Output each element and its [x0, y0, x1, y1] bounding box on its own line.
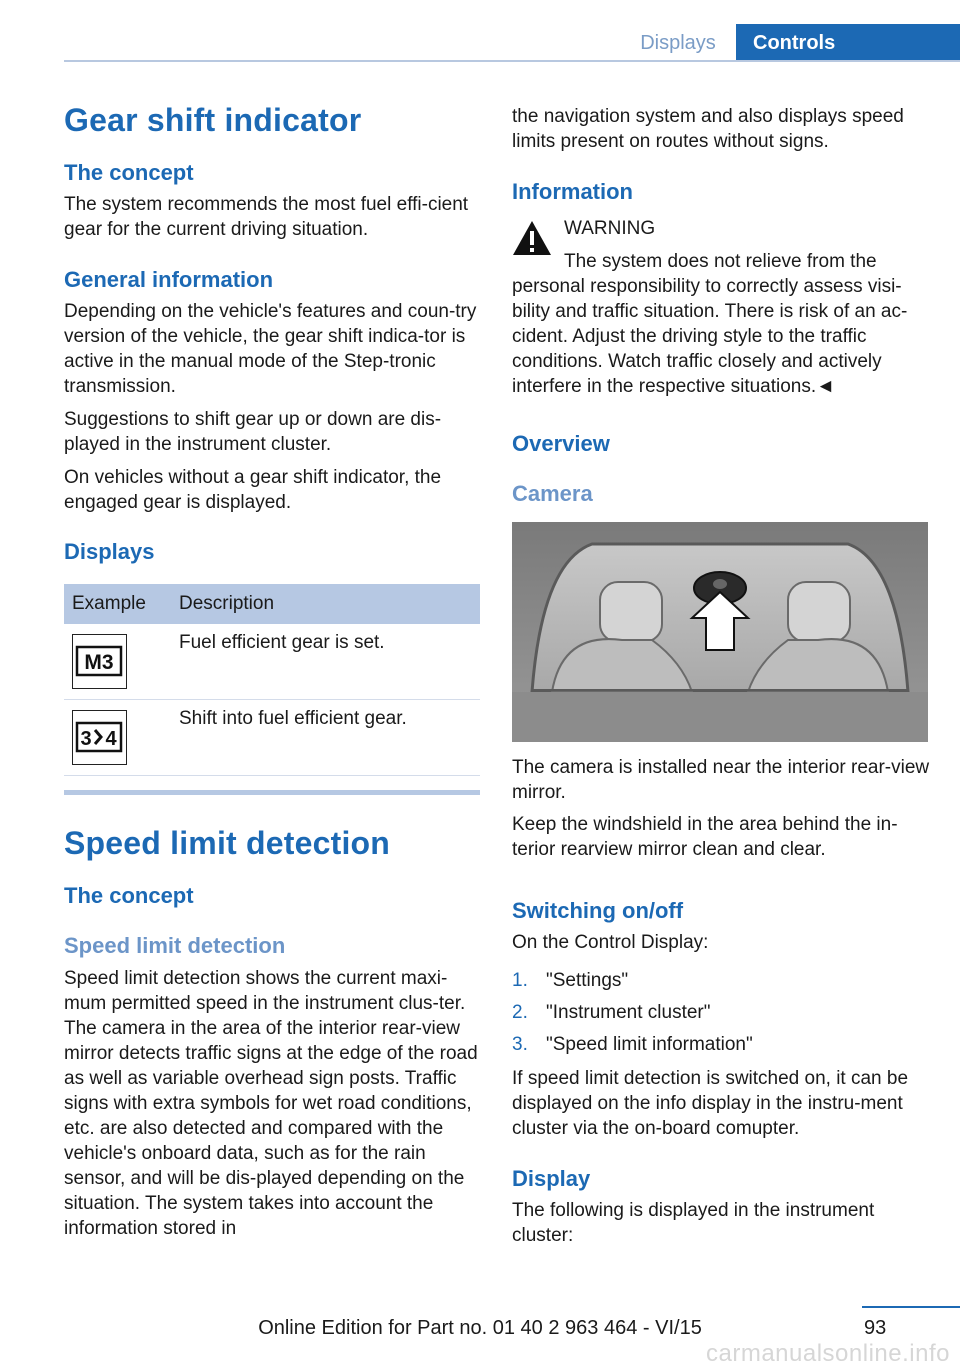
m3-gear-icon — [72, 634, 127, 689]
speed-limit-text: Speed limit detection shows the current maxi-mum permitted speed in the instrument clus-ter. The camera in the area of the interior rear-view mirror detects traffic signs at the edge of the road as well as variable overhead sign posts. Traffic signs with extra symbols for wet road conditions, etc. are also detected and compared with the vehicle's onboard data, such as for the rain sensor, and will be dis-played depending on the situation. The system takes into account the information stored in — [64, 968, 478, 1239]
svg-text:3: 3 — [80, 728, 92, 750]
heading-displays: Displays — [64, 539, 155, 564]
row-description: Shift into fuel efficient gear. — [179, 708, 407, 729]
general-paragraph-1: Depending on the vehicle's features and coun-try version of the vehicle, the gear shift indica-tor is active in the manual mode of the Step-tronic transmission. — [64, 301, 477, 397]
step-text: "Settings" — [546, 970, 629, 991]
list-item — [512, 965, 930, 997]
table-row — [64, 700, 480, 776]
table-row — [64, 624, 480, 700]
footer-rule — [862, 1306, 960, 1308]
column-header-example: Example — [72, 593, 146, 614]
tab-controls[interactable]: Controls — [736, 24, 960, 62]
list-item — [512, 997, 930, 1029]
page-number: 93 — [864, 1317, 887, 1339]
steps-list — [512, 965, 930, 1061]
heading-general-information: General information — [64, 267, 274, 292]
step-number: 1. — [512, 970, 528, 991]
heading-information: Information — [512, 179, 633, 204]
heading-speed-concept: The concept — [64, 883, 194, 908]
heading-camera: Camera — [512, 481, 593, 506]
general-paragraph-3: On vehicles without a gear shift indicator, the engaged gear is displayed. — [64, 467, 442, 513]
header-rule — [64, 60, 960, 62]
watermark: carmanualsonline.info — [706, 1340, 950, 1362]
step-text: "Instrument cluster" — [546, 1002, 711, 1023]
switch-after-text: If speed limit detection is switched on, it can be displayed on the info display in the instru-ment cluster via the on-board comupter. — [512, 1068, 909, 1139]
step-number: 2. — [512, 1002, 528, 1023]
step-number: 3. — [512, 1034, 528, 1055]
warning-text: The system does not relieve from the personal responsibility to correctly assess visi-bility and traffic situation. There is risk of an ac-cident. Adjust the driving style to the traffic conditions. Watch traffic closely and actively interfere in the respective situations.◄ — [512, 251, 908, 397]
section-title-gear-shift: Gear shift indicator — [64, 102, 362, 138]
subheading-speed-limit-detection: Speed limit detection — [64, 933, 286, 958]
column-header-description: Description — [179, 593, 275, 614]
heading-switching-on-off: Switching on/off — [512, 898, 684, 923]
svg-text:M3: M3 — [84, 651, 114, 674]
step-text: "Speed limit information" — [546, 1034, 753, 1055]
camera-paragraph-2: Keep the windshield in the area behind the in-terior rearview mirror clean and clear. — [512, 814, 898, 860]
row-description: Fuel efficient gear is set. — [179, 632, 385, 653]
list-item — [512, 1029, 930, 1061]
svg-text:4: 4 — [105, 728, 117, 750]
tab-displays[interactable]: Displays — [640, 31, 716, 54]
table-bottom-rule — [64, 790, 480, 795]
camera-location-illustration — [512, 522, 928, 742]
edition-footer: Online Edition for Part no. 01 40 2 963 464 - VI/15 — [258, 1317, 702, 1339]
concept-text: The system recommends the most fuel effi-cient gear for the current driving situation. — [64, 194, 469, 240]
shift-3-to-4-icon — [72, 710, 127, 765]
heading-overview: Overview — [512, 431, 610, 456]
warning-label: WARNING — [564, 218, 656, 239]
camera-paragraph-1: The camera is installed near the interior rear-view mirror. — [512, 757, 930, 803]
heading-display: Display — [512, 1166, 591, 1191]
continued-text: the navigation system and also displays speed limits present on routes without signs. — [512, 106, 904, 152]
display-text: The following is displayed in the instrument cluster: — [512, 1200, 875, 1246]
table-header — [64, 584, 480, 624]
section-title-speed-limit: Speed limit detection — [64, 825, 391, 861]
displays-table — [64, 584, 480, 795]
switch-intro: On the Control Display: — [512, 932, 709, 953]
heading-concept: The concept — [64, 160, 194, 185]
general-paragraph-2: Suggestions to shift gear up or down are dis-played in the instrument cluster. — [64, 409, 442, 455]
